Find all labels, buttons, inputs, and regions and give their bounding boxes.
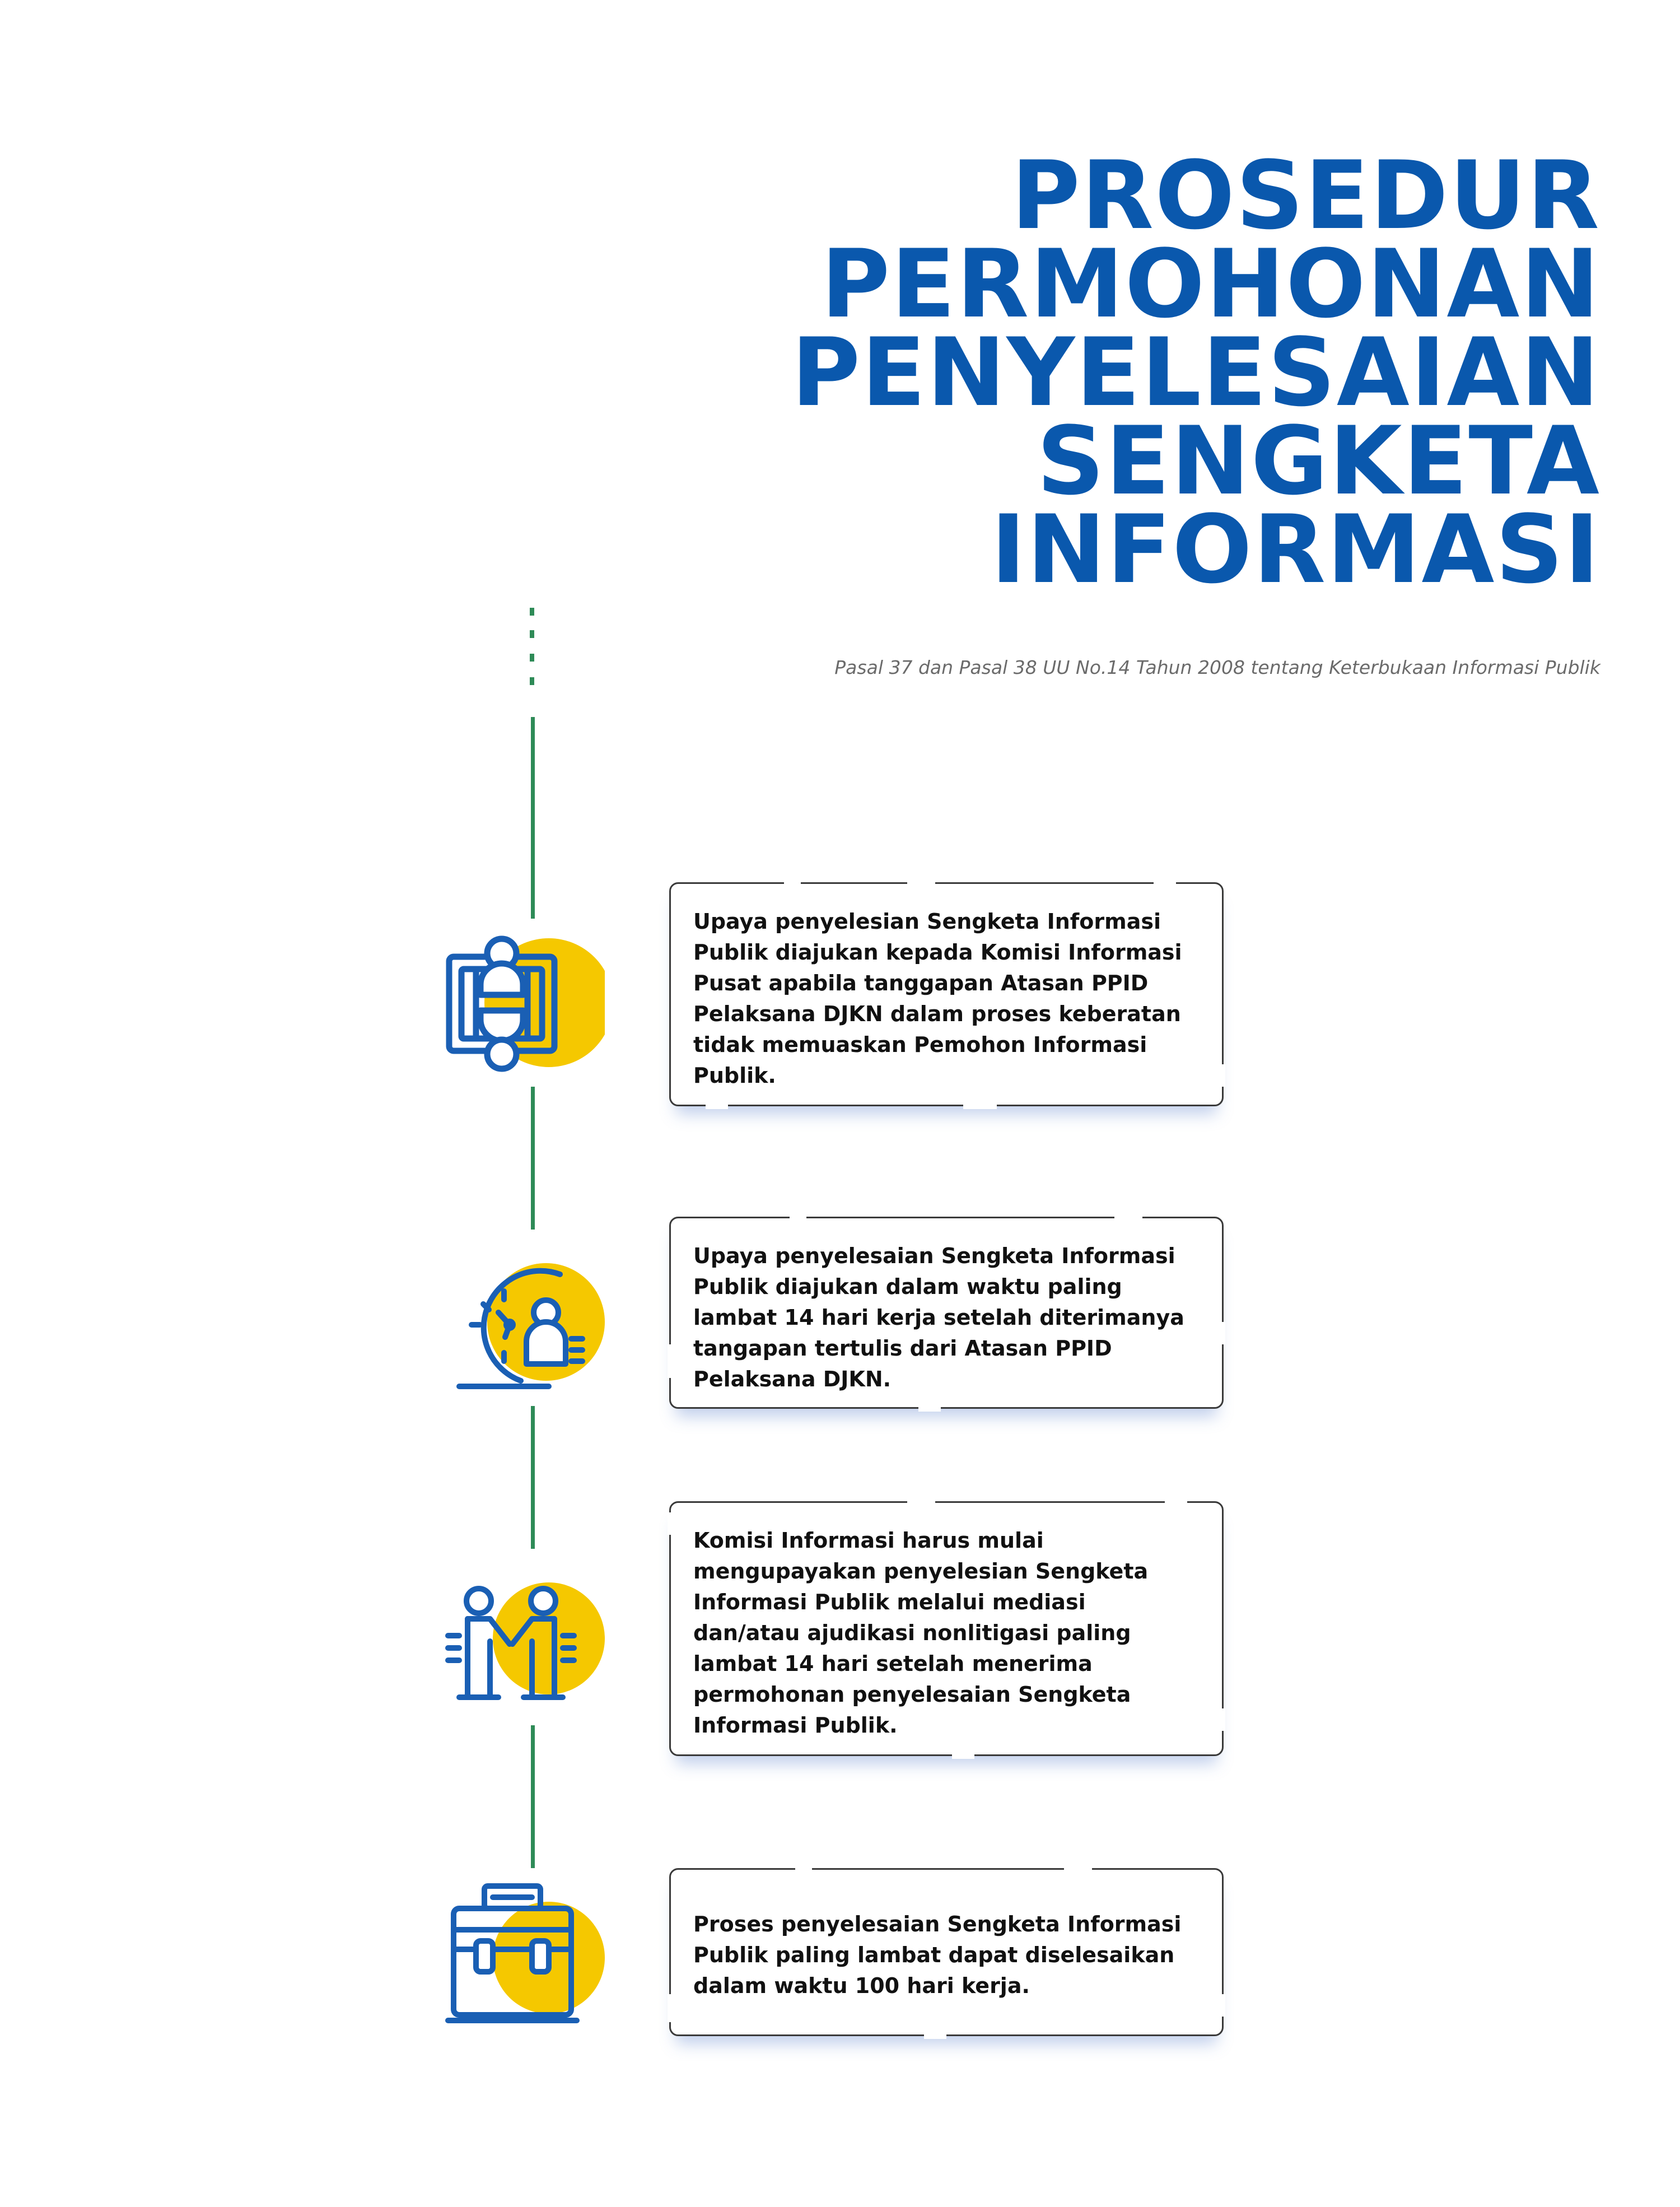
step-card-1 [669, 882, 1224, 1106]
handshake-icon [437, 1563, 605, 1731]
title-line-4: SENGKETA [1037, 406, 1600, 516]
briefcase-icon [437, 1874, 605, 2042]
legal-reference-subtitle: Pasal 37 dan Pasal 38 UU No.14 Tahun 2008 tentang Keterbukaan Informasi Publik [834, 656, 1600, 678]
timeline-segment-2 [531, 1087, 535, 1230]
timeline-segment-4 [531, 1725, 535, 1868]
timeline-segment-3 [531, 1406, 535, 1549]
step-card-2 [669, 1217, 1224, 1409]
title-line-2: PERMOHONAN [821, 229, 1600, 339]
page-title [536, 141, 1600, 604]
title-line-5: INFORMASI [991, 495, 1600, 604]
step-2-text: Upaya penyelesaian Sengketa Informasi Publik diajukan dalam waktu paling lambat 14 hari kerja setelah diterimanya tangapan tertulis dari Atasan PPID Pelaksana DJKN. [693, 1244, 1184, 1391]
timeline-segment-1 [531, 717, 535, 919]
clock-person-icon [437, 1246, 605, 1414]
step-4-text: Proses penyelesaian Sengketa Informasi Publik paling lambat dapat diselesaikan dalam waktu 100 hari kerja. [693, 1912, 1182, 1998]
step-3-text: Komisi Informasi harus mulai mengupayakan penyelesian Sengketa Informasi Publik melalui mediasi dan/atau ajudikasi nonlitigasi paling lambat 14 hari setelah menerima permohonan penyelesaian Sengketa Informasi Publik. [693, 1528, 1149, 1738]
step-card-3 [669, 1501, 1224, 1756]
title-line-3: PENYELESAIAN [791, 318, 1600, 427]
step-1-text: Upaya penyelesian Sengketa Informasi Publik diajukan kepada Komisi Informasi Pusat apabila tanggapan Atasan PPID Pelaksana DJKN dalam proses keberatan tidak memuaskan Pemohon Informasi Publik. [693, 909, 1182, 1088]
step-card-4 [669, 1868, 1224, 2036]
title-line-1: PROSEDUR [1011, 141, 1600, 250]
meeting-icon [437, 930, 605, 1098]
